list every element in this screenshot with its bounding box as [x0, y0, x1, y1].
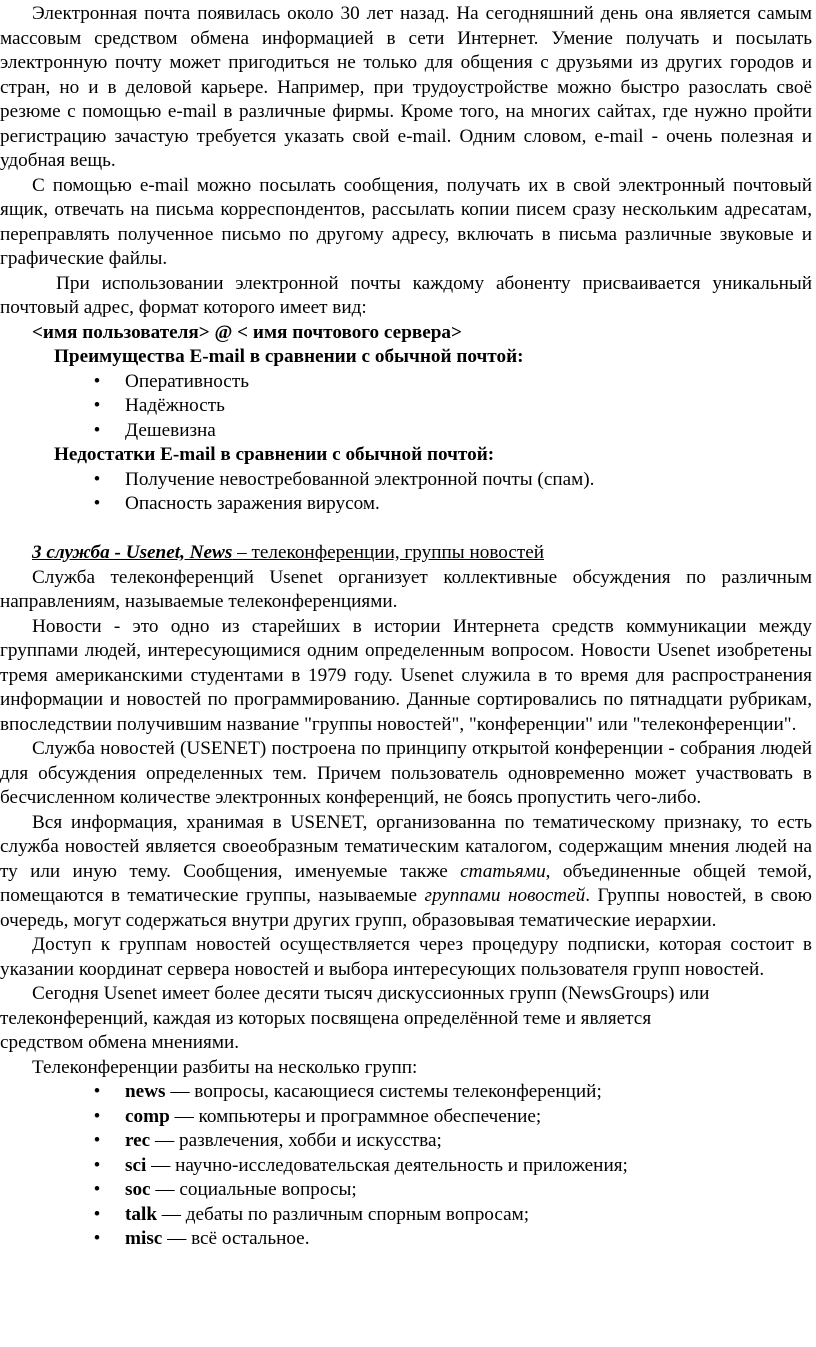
list-item: • Оперативность	[0, 370, 812, 395]
list-item: • Надёжность	[0, 394, 812, 419]
list-item: • comp — компьютеры и программное обеспечение;	[0, 1105, 812, 1130]
disadvantages-list	[0, 468, 812, 517]
usenet-paragraph-7: Телеконференции разбиты на несколько групп:	[32, 1056, 418, 1078]
advantages-heading: Преимущества E-mail в сравнении с обычной почтой:	[54, 346, 524, 367]
list-item: • news — вопросы, касающиеся системы телеконференций;	[0, 1080, 812, 1105]
usenet-paragraph-1: Служба телеконференций Usenet организует коллективные обсуждения по различным направлениям, называемые телеконференциями.	[0, 566, 812, 612]
bullet-icon: •	[93, 1105, 101, 1127]
bullet-icon: •	[93, 493, 101, 514]
usenet-heading	[0, 541, 812, 566]
newsgroups-list	[0, 1080, 812, 1252]
term-articles: статьями	[460, 860, 546, 882]
disadvantages-heading: Недостатки E-mail в сравнении с обычной почтой:	[54, 444, 495, 465]
usenet-paragraph-5: Доступ к группам новостей осуществляется через процедуру подписки, которая состоит в указании координат сервера новостей и выбора интересующих пользователя групп новостей.	[0, 934, 812, 980]
spacer	[0, 517, 812, 542]
list-item: • Дешевизна	[0, 419, 812, 444]
usenet-heading-title: 3 служба - Usenet, News	[32, 542, 233, 563]
usenet-paragraph-4: Вся информация, хранимая в USENET, организованна по тематическому признаку, то есть служба новостей является своеобразным тематическим каталогом, содержащим мнения людей на ту или иную тему. Сообщения, именуемые также статьями, объединенные общей темой, помещаются в тематические группы, называемые группами новостей. Группы новостей, в свою очередь, могут содержаться внутри других групп, образовывая тематические иерархии.	[0, 811, 812, 931]
bullet-icon: •	[93, 1179, 101, 1200]
email-paragraph-3: При использовании электронной почты каждому абоненту присваивается уникальный почтовый адрес, формат которого имеет вид:	[0, 272, 812, 318]
bullet-icon: •	[93, 1203, 101, 1225]
usenet-heading-subtitle: – телеконференции, группы новостей	[232, 542, 545, 563]
bullet-icon: •	[93, 468, 101, 490]
advantages-list	[0, 370, 812, 444]
list-item: • misc — всё остальное.	[0, 1227, 812, 1252]
bullet-icon: •	[93, 419, 101, 441]
list-item: • Получение невостребованной электронной почты (спам).	[0, 468, 812, 493]
bullet-icon: •	[93, 370, 101, 392]
bullet-icon: •	[93, 1081, 101, 1102]
email-paragraph-2: С помощью e-mail можно посылать сообщения, получать их в свой электронный почтовый ящик, отвечать на письма корреспондентов, рассылать копии писем сразу нескольким адресатам, переправлять полученное письмо по другому адресу, включать в письма различные звуковые и графические файлы.	[0, 174, 812, 269]
usenet-paragraph-6: Сегодня Usenet имеет более десяти тысяч дискуссионных групп (NewsGroups) или телеконференций, каждая из которых посвящена определённой теме и является средством обмена мнениями.	[0, 983, 710, 1053]
bullet-icon: •	[93, 1154, 101, 1176]
bullet-icon: •	[93, 395, 101, 416]
list-item: • Опасность заражения вирусом.	[0, 492, 812, 517]
list-item: • sci — научно-исследовательская деятельность и приложения;	[0, 1154, 812, 1179]
usenet-paragraph-3: Служба новостей (USENET) построена по принципу открытой конференции - собрания людей для обсуждения определенных тем. Причем пользователь одновременно может участвовать в бесчисленном количестве электронных конференций, не боясь пропустить чего-либо.	[0, 738, 812, 808]
address-format: <имя пользователя> @ < имя почтового сервера>	[32, 321, 462, 343]
list-item: • soc — социальные вопросы;	[0, 1178, 812, 1203]
list-item: • talk — дебаты по различным спорным вопросам;	[0, 1203, 812, 1228]
term-newsgroups: группами новостей	[424, 885, 586, 906]
bullet-icon: •	[93, 1228, 101, 1249]
email-paragraph-1: Электронная почта появилась около 30 лет назад. На сегодняшний день она является самым массовым средством обмена информацией в сети Интернет. Умение получать и посылать электронную почту может пригодиться не только для общения с друзьями из других городов и стран, но и в деловой карьере. Например, при трудоустройстве можно быстро разослать своё резюме с помощью e-mail в различные фирмы. Кроме того, на многих сайтах, где нужно пройти регистрацию зачастую требуется указать свой e-mail. Одним словом, e-mail - очень полезная и удобная вещь.	[0, 3, 812, 171]
bullet-icon: •	[93, 1130, 101, 1151]
list-item: • rec — развлечения, хобби и искусства;	[0, 1129, 812, 1154]
usenet-paragraph-2: Новости - это одно из старейших в истории Интернета средств коммуникации между группами людей, интересующимися одним определенным вопросом. Новости Usenet изобретены тремя американскими студентами в 1979 году. Usenet служила в то время для распространения информации и новостей по программированию. Данные сортировались по пятнадцати рубрикам, впоследствии получившим название "группы новостей", "конференции" или "телеконференции".	[0, 615, 812, 735]
